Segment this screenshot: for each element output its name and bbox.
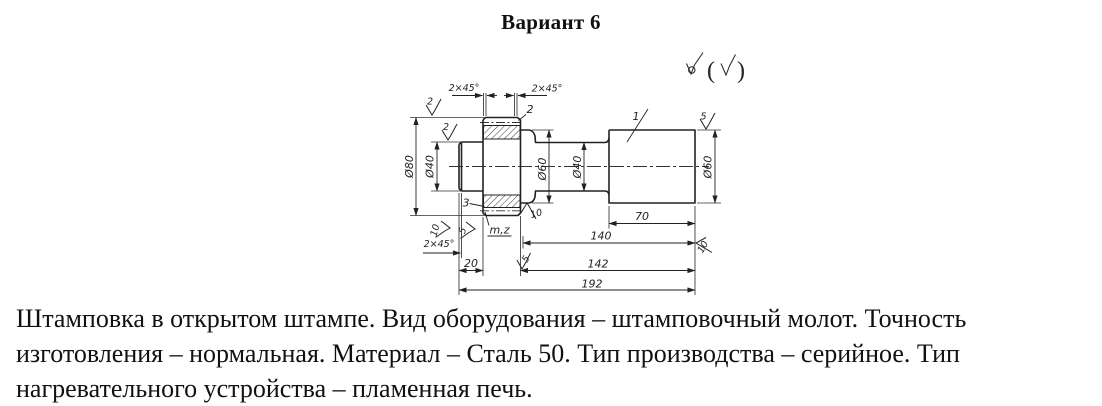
extension-lines: [410, 93, 721, 295]
general-roughness-paren-open: (: [707, 58, 715, 84]
chamfer-bottom-left: 2×45°: [423, 239, 455, 250]
gear-rim-hatch-bottom: [484, 195, 521, 208]
roughness-tail-top-value: 5: [700, 111, 707, 123]
callout-3: 3: [462, 196, 470, 210]
roughness-flange-face-value: 5: [456, 226, 470, 236]
general-roughness-paren-close: ): [737, 58, 745, 84]
dim-142: 142: [587, 257, 609, 271]
dim-192: 192: [581, 277, 603, 291]
dim-140: 140: [590, 229, 612, 243]
task-description-line-2: изготовления – нормальная. Материал – Сталь 50. Тип производства – серийное. Тип: [16, 339, 960, 368]
dimension-lines: [416, 96, 715, 291]
dimension-texts: [403, 83, 715, 291]
gear-params-label: m,z: [489, 223, 510, 237]
callout-2-leader: [519, 115, 527, 121]
dim-d40-shaft: Ø40: [571, 155, 584, 179]
dim-d60-hub: Ø60: [536, 157, 549, 181]
chamfer-top-left: 2×45°: [448, 83, 480, 94]
dim-20: 20: [464, 257, 478, 270]
callout-1: 1: [632, 110, 640, 123]
roughness-end-face-value: 10: [428, 223, 443, 238]
roughness-stub-top-value: 2: [442, 122, 450, 133]
gear-rim-hatch-top: [484, 126, 521, 140]
roughness-hub-bottom-value: 10: [529, 207, 544, 221]
dim-d80: Ø80: [403, 155, 416, 178]
task-description-line-3: нагревательного устройства – пламенная печь.: [16, 374, 533, 403]
dim-d40-front: Ø40: [423, 155, 437, 178]
callout-2: 2: [526, 103, 534, 116]
roughness-mid-face-value: 5: [520, 253, 533, 265]
task-description-line-1: Штамповка в открытом штампе. Вид оборудования – штамповочный молот. Точность: [16, 304, 967, 333]
general-roughness-alt: [721, 55, 736, 76]
dim-70: 70: [635, 210, 649, 223]
dim-d60-tail: Ø60: [701, 155, 715, 179]
page-title: Вариант 6: [501, 10, 601, 34]
roughness-flange-top-value: 2: [426, 96, 434, 108]
task-description: [16, 301, 1094, 406]
roughness-right-face-value: 10: [695, 239, 712, 256]
chamfer-top-right: 2×45°: [531, 83, 563, 95]
